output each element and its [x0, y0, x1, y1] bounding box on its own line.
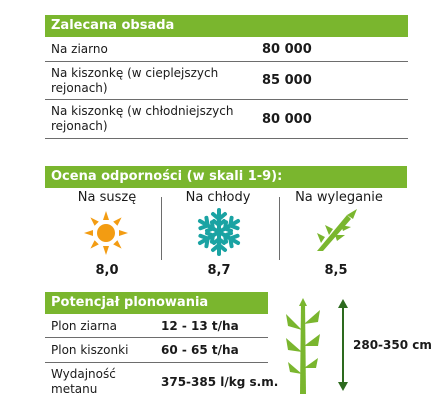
divider [161, 197, 162, 260]
corn-plant-icon [278, 296, 328, 396]
table-row [45, 62, 408, 100]
row-value: 12 - 13 t/ha [161, 319, 239, 333]
plant-height-label: 280-350 cm [353, 338, 432, 352]
divider [279, 197, 280, 260]
row-label: Plon kiszonki [51, 343, 129, 357]
resistance-value-drought: 8,0 [95, 263, 119, 278]
row-value: 80 000 [262, 42, 312, 57]
resistance-value-cold: 8,7 [207, 263, 231, 278]
row-value: 60 - 65 t/ha [161, 343, 239, 357]
section-header-resistance: Ocena odporności (w skali 1-9): [45, 166, 407, 188]
table-row [45, 37, 408, 62]
sun-icon [82, 209, 130, 257]
section-header-sowing: Zalecana obsada [45, 15, 408, 37]
resistance-label-lodging: Na wyleganie [295, 190, 383, 205]
row-value: 80 000 [262, 112, 312, 127]
height-arrow-icon [336, 298, 350, 392]
row-value: 85 000 [262, 73, 312, 88]
section-header-yield: Potencjał plonowania [45, 292, 268, 314]
row-label: Na kiszonkę (w cieplejszych rejonach) [51, 66, 219, 95]
resistance-label-cold: Na chłody [185, 190, 251, 205]
table-row [45, 338, 268, 363]
row-label: Plon ziarna [51, 319, 117, 333]
snowflake-icon [194, 207, 244, 257]
table-row [45, 100, 408, 139]
row-label: Na ziarno [51, 42, 108, 56]
row-value: 375-385 l/kg s.m. [161, 375, 279, 389]
row-label: Na kiszonkę (w chłodniejszych rejonach) [51, 104, 234, 133]
table-row [45, 363, 279, 401]
lodging-plant-icon [311, 205, 361, 255]
table-row [45, 314, 268, 338]
resistance-label-drought: Na suszę [77, 190, 137, 205]
resistance-value-lodging: 8,5 [324, 263, 348, 278]
row-label: Wydajność metanu [51, 367, 116, 396]
